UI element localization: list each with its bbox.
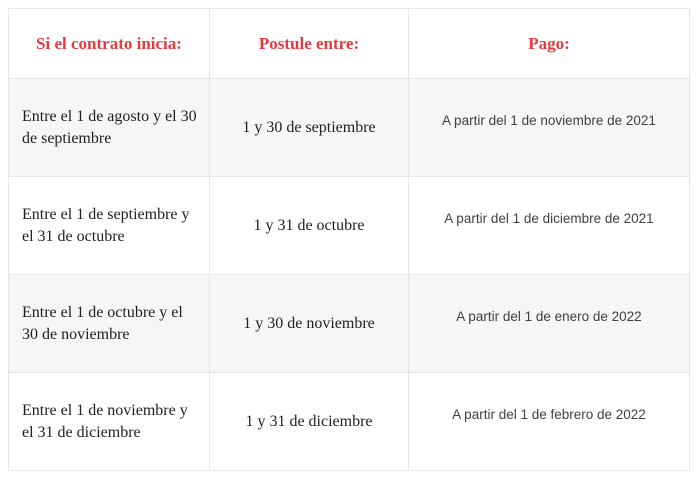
table-row — [9, 79, 690, 177]
header-cell-apply-between: Postule entre: — [210, 9, 409, 79]
cell-payment: A partir del 1 de noviembre de 2021 — [409, 79, 690, 177]
cell-apply-between: 1 y 31 de diciembre — [210, 373, 409, 471]
table-row — [9, 177, 690, 275]
header-cell-payment: Pago: — [409, 9, 690, 79]
cell-contract-start: Entre el 1 de octubre y el 30 de noviembre — [9, 275, 210, 373]
header-row — [9, 9, 690, 79]
cell-contract-start: Entre el 1 de septiembre y el 31 de octubre — [9, 177, 210, 275]
cell-payment: A partir del 1 de enero de 2022 — [409, 275, 690, 373]
cell-apply-between: 1 y 31 de octubre — [210, 177, 409, 275]
cell-apply-between: 1 y 30 de septiembre — [210, 79, 409, 177]
table-row — [9, 373, 690, 471]
cell-payment: A partir del 1 de febrero de 2022 — [409, 373, 690, 471]
payment-schedule-table — [8, 8, 690, 471]
header-cell-contract-start: Si el contrato inicia: — [9, 9, 210, 79]
cell-contract-start: Entre el 1 de noviembre y el 31 de diciembre — [9, 373, 210, 471]
page — [8, 8, 690, 471]
table-row — [9, 275, 690, 373]
cell-apply-between: 1 y 30 de noviembre — [210, 275, 409, 373]
cell-contract-start: Entre el 1 de agosto y el 30 de septiembre — [9, 79, 210, 177]
cell-payment: A partir del 1 de diciembre de 2021 — [409, 177, 690, 275]
